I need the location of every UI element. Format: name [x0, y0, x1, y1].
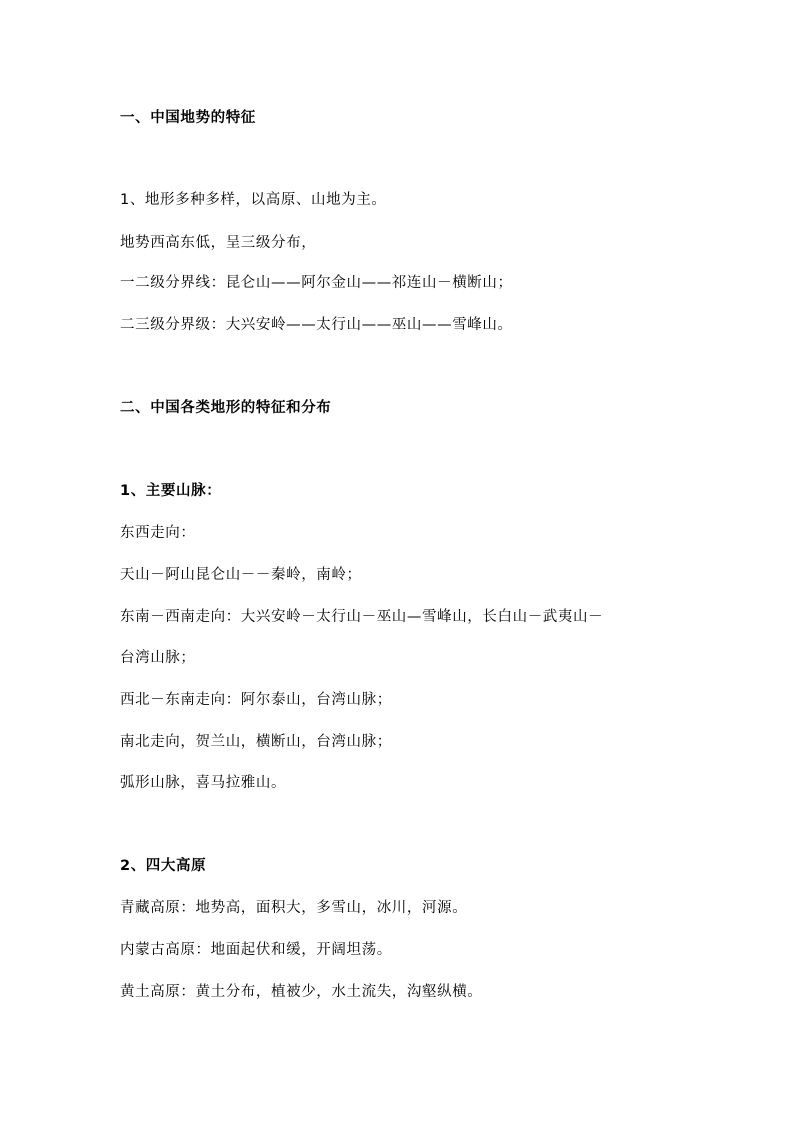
plateaus-title: 2、四大高原: [120, 858, 207, 874]
mountains-line: 天山－阿山昆仑山－－秦岭，南岭；: [120, 567, 362, 583]
section-1-paragraph-1: 地势西高东低，呈三级分布，: [120, 235, 317, 251]
mountains-line: 台湾山脉；: [120, 650, 196, 666]
section-1-item-1: 1、地形多种多样，以高原、山地为主。: [120, 192, 387, 208]
plateaus-line: 内蒙古高原：地面起伏和缓，开阔坦荡。: [120, 942, 392, 958]
mountains-line: 弧形山脉，喜马拉雅山。: [120, 775, 287, 791]
mountains-line: 南北走向，贺兰山，横断山，台湾山脉；: [120, 734, 392, 750]
mountains-line: 西北－东南走向：阿尔泰山，台湾山脉；: [120, 692, 392, 708]
section-1-paragraph-3: 二三级分界级：大兴安岭——太行山——巫山——雪峰山。: [120, 317, 513, 333]
plateaus-line: 黄土高原：黄土分布，植被少，水土流失，沟壑纵横。: [120, 984, 483, 1000]
section-2-heading: 二、中国各类地形的特征和分布: [120, 400, 332, 416]
section-1-heading: 一、中国地势的特征: [120, 110, 256, 126]
mountains-line: 东西走向：: [120, 525, 196, 541]
plateaus-line: 青藏高原：地势高，面积大，多雪山，冰川，河源。: [120, 900, 468, 916]
mountains-title: 1、主要山脉：: [120, 483, 222, 499]
mountains-line: 东南－西南走向：大兴安岭－太行山－巫山—雪峰山，长白山－武夷山－: [120, 609, 604, 625]
section-1-paragraph-2: 一二级分界线：昆仑山——阿尔金山——祁连山－横断山；: [120, 275, 513, 291]
